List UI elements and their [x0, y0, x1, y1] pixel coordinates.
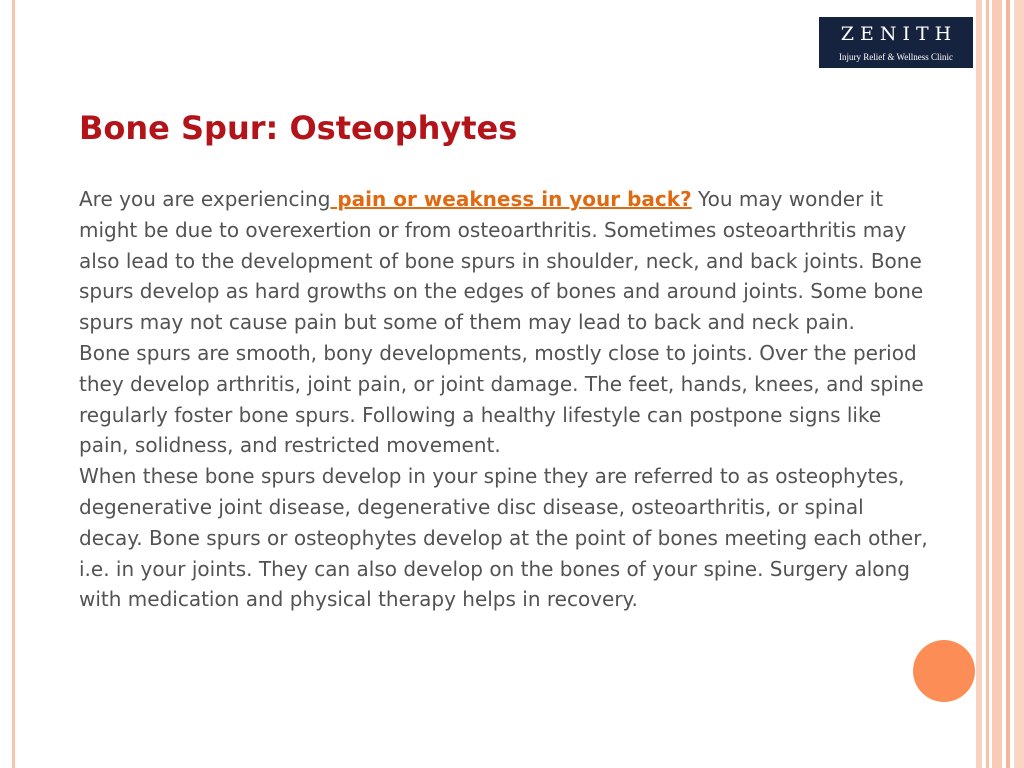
stripe — [1006, 0, 1010, 768]
paragraph-1-rest: You may wonder it might be due to overexertion or from osteoarthritis. Sometimes osteoarthritis may also lead to the development of bone spurs in shoulder, neck, and back joints. Bone spurs develop as hard growths on the edges of bones and around joints. Some bone spurs may not cause pain but some of them may lead to back and neck pain. — [79, 187, 924, 335]
decorative-orange-circle — [913, 640, 975, 702]
stripe — [1014, 0, 1024, 768]
paragraph-2: Bone spurs are smooth, bony developments, mostly close to joints. Over the period they develop arthritis, joint pain, or joint damage. The feet, hands, knees, and spine regularly foster bone spurs. Following a healthy lifestyle can postpone signs like pain, solidness, and restricted movement. — [79, 340, 924, 458]
slide-body — [79, 184, 929, 615]
stripe — [976, 0, 982, 768]
stripe — [986, 0, 989, 768]
logo-wordmark: ZENITH — [840, 23, 958, 45]
back-pain-link[interactable]: pain or weakness in your back? — [330, 187, 692, 211]
right-decorative-stripes — [976, 0, 1024, 768]
stripe — [992, 0, 1002, 768]
paragraph-1 — [79, 184, 929, 338]
paragraph-3: When these bone spurs develop in your spine they are referred to as osteophytes, degenerative joint disease, degenerative disc disease, osteoarthritis, or spinal decay. Bone spurs or osteophytes develop at the point of bones meeting each other, i.e. in your joints. They can also develop on the bones of your spine. Surgery along with medication and physical therapy helps in recovery. — [79, 464, 928, 612]
paragraph-1-intro: Are you are experiencing — [79, 187, 331, 211]
logo-tagline: Injury Relief & Wellness Clinic — [838, 52, 954, 62]
left-border-line — [12, 0, 15, 768]
zenith-logo — [819, 17, 973, 68]
slide-title: Bone Spur: Osteophytes — [79, 109, 518, 147]
